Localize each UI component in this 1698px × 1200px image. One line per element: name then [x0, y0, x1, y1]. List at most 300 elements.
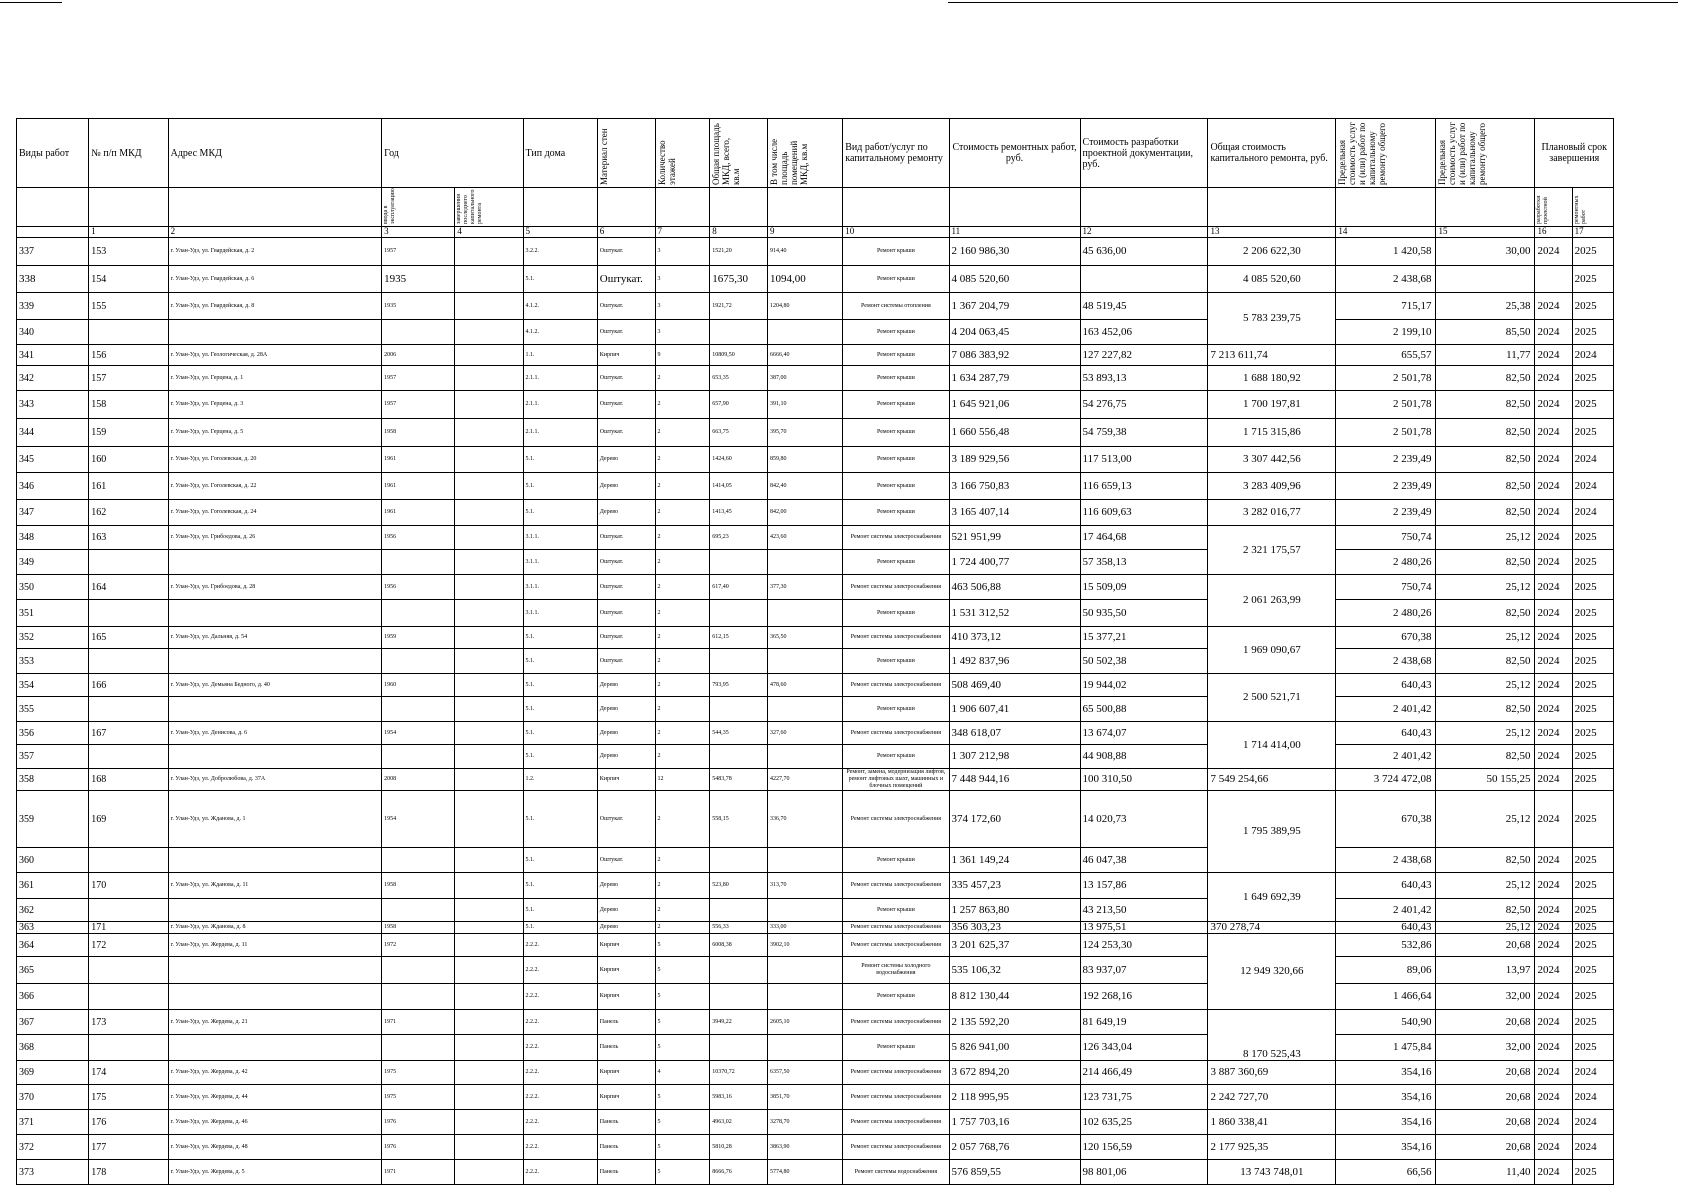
incl-area: 478,60 — [767, 674, 842, 697]
house-type: 5.1. — [523, 848, 597, 873]
repair-cost: 1 634 287,79 — [949, 366, 1080, 391]
row-number: 341 — [17, 345, 89, 366]
limit-cost-2: 20,68 — [1436, 1061, 1535, 1085]
work-type: Ремонт крыши — [843, 366, 949, 391]
header-total-cost: Общая стоимость капитального ремонта, руб. — [1208, 119, 1336, 188]
floors: 12 — [655, 769, 710, 791]
address: г. Улан-Удэ, ул. Гоголевская, д. 24 — [168, 500, 382, 526]
house-type: 1.2. — [523, 769, 597, 791]
design-cost: 65 500,88 — [1080, 697, 1208, 722]
total-area: 1424,60 — [710, 447, 768, 473]
planned-works-year: 2025 — [1572, 674, 1613, 697]
planned-works-year: 2024 — [1572, 1085, 1613, 1110]
year-commissioned: 1935 — [382, 266, 455, 293]
incl-area — [767, 550, 842, 575]
floors: 3 — [655, 266, 710, 293]
table-row — [17, 238, 1614, 266]
wall-material: Оштукат. — [597, 238, 655, 266]
planned-works-year: 2025 — [1572, 791, 1613, 848]
total-area: 10370,72 — [710, 1061, 768, 1085]
house-type: 2.1.1. — [523, 366, 597, 391]
floors: 3 — [655, 293, 710, 320]
planned-works-year: 2025 — [1572, 873, 1613, 899]
address — [168, 320, 382, 345]
work-type: Ремонт крыши — [843, 697, 949, 722]
floors: 4 — [655, 1061, 710, 1085]
repair-cost: 8 812 130,44 — [949, 984, 1080, 1010]
row-number: 358 — [17, 769, 89, 791]
row-number: 354 — [17, 674, 89, 697]
repair-cost: 1 257 863,80 — [949, 899, 1080, 922]
repair-cost: 1 757 703,16 — [949, 1110, 1080, 1135]
planned-design-year: 2024 — [1535, 447, 1572, 473]
work-type: Ремонт системы электроснабжения — [843, 722, 949, 745]
design-cost: 163 452,06 — [1080, 320, 1208, 345]
row-number: 349 — [17, 550, 89, 575]
address — [168, 848, 382, 873]
table-row — [17, 1010, 1614, 1035]
design-cost: 98 801,06 — [1080, 1160, 1208, 1185]
year-last-repair — [455, 957, 523, 984]
floors: 2 — [655, 500, 710, 526]
wall-material: Оштукат. — [597, 600, 655, 627]
total-area: 523,80 — [710, 873, 768, 899]
mkd-number: 163 — [89, 526, 168, 550]
incl-area: 423,60 — [767, 526, 842, 550]
wall-material: Оштукат. — [597, 293, 655, 320]
planned-design-year: 2024 — [1535, 1135, 1572, 1160]
limit-cost-1: 670,38 — [1336, 791, 1436, 848]
planned-design-year: 2024 — [1535, 899, 1572, 922]
incl-area — [767, 649, 842, 674]
limit-cost-1: 2 239,49 — [1336, 473, 1436, 500]
incl-area: 1094,00 — [767, 266, 842, 293]
work-type: Ремонт крыши — [843, 320, 949, 345]
row-number: 362 — [17, 899, 89, 922]
design-cost: 50 502,38 — [1080, 649, 1208, 674]
table-row — [17, 1085, 1614, 1110]
repair-cost: 4 085 520,60 — [949, 266, 1080, 293]
design-cost: 120 156,59 — [1080, 1135, 1208, 1160]
address: г. Улан-Удэ, ул. Жердева, д. 44 — [168, 1085, 382, 1110]
wall-material: Панель — [597, 1010, 655, 1035]
table-row — [17, 320, 1614, 345]
limit-cost-2: 82,50 — [1436, 600, 1535, 627]
mkd-number — [89, 320, 168, 345]
wall-material: Оштукат. — [597, 627, 655, 649]
incl-area: 3278,70 — [767, 1110, 842, 1135]
work-type: Ремонт системы электроснабжения — [843, 922, 949, 934]
house-type: 3.1.1. — [523, 600, 597, 627]
wall-material: Оштукат. — [597, 848, 655, 873]
planned-works-year: 2024 — [1572, 1135, 1613, 1160]
column-number: 8 — [710, 227, 768, 238]
house-type: 5.1. — [523, 500, 597, 526]
total-area: 657,90 — [710, 391, 768, 419]
table-row — [17, 1061, 1614, 1085]
mkd-number: 178 — [89, 1160, 168, 1185]
work-type: Ремонт системы электроснабжения — [843, 1061, 949, 1085]
planned-works-year: 2025 — [1572, 320, 1613, 345]
floors: 2 — [655, 600, 710, 627]
year-commissioned: 1971 — [382, 1160, 455, 1185]
total-cost: 1 714 414,00 — [1208, 722, 1336, 769]
repair-cost: 2 057 768,76 — [949, 1135, 1080, 1160]
year-commissioned — [382, 649, 455, 674]
wall-material: Дерево — [597, 674, 655, 697]
limit-cost-2: 82,50 — [1436, 419, 1535, 447]
design-cost: 50 935,50 — [1080, 600, 1208, 627]
work-type: Ремонт крыши — [843, 419, 949, 447]
total-cost: 3 282 016,77 — [1208, 500, 1336, 526]
house-type: 5.1. — [523, 473, 597, 500]
work-type: Ремонт крыши — [843, 848, 949, 873]
repair-cost: 3 166 750,83 — [949, 473, 1080, 500]
floors: 2 — [655, 391, 710, 419]
incl-area — [767, 899, 842, 922]
design-cost: 45 636,00 — [1080, 238, 1208, 266]
row-number: 344 — [17, 419, 89, 447]
wall-material: Панель — [597, 1110, 655, 1135]
mkd-number: 170 — [89, 873, 168, 899]
incl-area — [767, 745, 842, 769]
year-last-repair — [455, 447, 523, 473]
limit-cost-2: 82,50 — [1436, 745, 1535, 769]
planned-works-year: 2025 — [1572, 649, 1613, 674]
floors: 2 — [655, 550, 710, 575]
house-type: 3.1.1. — [523, 550, 597, 575]
limit-cost-1: 2 199,10 — [1336, 320, 1436, 345]
header-limit1: Предельная стоимость услуг и (или) работ по капитальному ремонту общего — [1336, 119, 1436, 188]
year-last-repair — [455, 550, 523, 575]
planned-works-year: 2025 — [1572, 293, 1613, 320]
table-row — [17, 1110, 1614, 1135]
house-type: 4.1.2. — [523, 293, 597, 320]
work-type: Ремонт крыши — [843, 391, 949, 419]
incl-area: 6357,50 — [767, 1061, 842, 1085]
repair-cost: 1 367 204,79 — [949, 293, 1080, 320]
mkd-number: 160 — [89, 447, 168, 473]
address: г. Улан-Удэ, ул. Демьяна Бедного, д. 40 — [168, 674, 382, 697]
planned-works-year: 2025 — [1572, 627, 1613, 649]
incl-area: 842,00 — [767, 500, 842, 526]
year-commissioned: 1958 — [382, 922, 455, 934]
address: г. Улан-Удэ, ул. Жердева, д. 46 — [168, 1110, 382, 1135]
year-commissioned — [382, 899, 455, 922]
wall-material: Панель — [597, 1160, 655, 1185]
year-last-repair — [455, 745, 523, 769]
limit-cost-2: 82,50 — [1436, 500, 1535, 526]
design-cost: 57 358,13 — [1080, 550, 1208, 575]
limit-cost-1: 354,16 — [1336, 1085, 1436, 1110]
mkd-number: 173 — [89, 1010, 168, 1035]
year-last-repair — [455, 1061, 523, 1085]
wall-material: Панель — [597, 1035, 655, 1061]
repair-cost: 1 531 312,52 — [949, 600, 1080, 627]
incl-area: 4227,70 — [767, 769, 842, 791]
total-area — [710, 697, 768, 722]
planned-design-year: 2024 — [1535, 575, 1572, 600]
mkd-number: 162 — [89, 500, 168, 526]
planned-design-year: 2024 — [1535, 345, 1572, 366]
year-last-repair — [455, 526, 523, 550]
work-type: Ремонт крыши — [843, 345, 949, 366]
row-number: 338 — [17, 266, 89, 293]
work-type: Ремонт, замена, модернизация лифтов, ремонт лифтовых шахт, машинных и блочных помещений — [843, 769, 949, 791]
limit-cost-2: 25,12 — [1436, 627, 1535, 649]
total-cost: 2 242 727,70 — [1208, 1085, 1336, 1110]
limit-cost-1: 2 480,26 — [1336, 550, 1436, 575]
planned-design-year: 2024 — [1535, 600, 1572, 627]
mkd-number — [89, 984, 168, 1010]
header-planned: Плановый срок завершения — [1535, 119, 1614, 188]
total-cost: 12 949 320,66 — [1208, 934, 1336, 1010]
house-type: 2.2.2. — [523, 1061, 597, 1085]
mkd-number: 164 — [89, 575, 168, 600]
mkd-number: 156 — [89, 345, 168, 366]
work-type: Ремонт системы отопления — [843, 293, 949, 320]
year-commissioned: 1961 — [382, 447, 455, 473]
total-area — [710, 600, 768, 627]
year-commissioned: 2006 — [382, 345, 455, 366]
floors: 5 — [655, 1110, 710, 1135]
design-cost — [1080, 266, 1208, 293]
work-type: Ремонт крыши — [843, 266, 949, 293]
address: г. Улан-Удэ, ул. Гвардейская, д. 2 — [168, 238, 382, 266]
mkd-number: 176 — [89, 1110, 168, 1135]
incl-area — [767, 697, 842, 722]
wall-material: Оштукат. — [597, 266, 655, 293]
limit-cost-1: 354,16 — [1336, 1110, 1436, 1135]
mkd-number: 169 — [89, 791, 168, 848]
column-number: 1 — [89, 227, 168, 238]
address: г. Улан-Удэ, ул. Герцена, д. 3 — [168, 391, 382, 419]
limit-cost-1: 655,57 — [1336, 345, 1436, 366]
mkd-number — [89, 848, 168, 873]
wall-material: Оштукат. — [597, 649, 655, 674]
year-last-repair — [455, 500, 523, 526]
total-area: 5810,28 — [710, 1135, 768, 1160]
table-row — [17, 899, 1614, 922]
incl-area: 3851,70 — [767, 1085, 842, 1110]
address: г. Улан-Удэ, ул. Жердева, д. 5 — [168, 1160, 382, 1185]
limit-cost-2 — [1436, 266, 1535, 293]
limit-cost-1: 2 239,49 — [1336, 500, 1436, 526]
year-commissioned: 1958 — [382, 419, 455, 447]
incl-area: 842,40 — [767, 473, 842, 500]
design-cost: 44 908,88 — [1080, 745, 1208, 769]
year-last-repair — [455, 320, 523, 345]
wall-material: Панель — [597, 1135, 655, 1160]
table-row — [17, 791, 1614, 848]
work-type: Ремонт системы электроснабжения — [843, 791, 949, 848]
total-cost: 8 170 525,43 — [1208, 1010, 1336, 1061]
design-cost: 81 649,19 — [1080, 1010, 1208, 1035]
incl-area: 914,40 — [767, 238, 842, 266]
header-address: Адрес МКД — [168, 119, 382, 188]
address: г. Улан-Удэ, ул. Жердева, д. 42 — [168, 1061, 382, 1085]
house-type: 2.1.1. — [523, 391, 597, 419]
planned-design-year: 2024 — [1535, 293, 1572, 320]
address: г. Улан-Удэ, ул. Дальняя, д. 54 — [168, 627, 382, 649]
year-last-repair — [455, 391, 523, 419]
limit-cost-2: 11,40 — [1436, 1160, 1535, 1185]
limit-cost-2: 50 155,25 — [1436, 769, 1535, 791]
repair-cost: 1 906 607,41 — [949, 697, 1080, 722]
year-last-repair — [455, 769, 523, 791]
total-cost: 7 213 611,74 — [1208, 345, 1336, 366]
limit-cost-2: 32,00 — [1436, 984, 1535, 1010]
table-row — [17, 957, 1614, 984]
wall-material: Дерево — [597, 473, 655, 500]
planned-works-year: 2025 — [1572, 922, 1613, 934]
header-planned-design: разработки проектной — [1535, 188, 1572, 227]
planned-design-year: 2024 — [1535, 649, 1572, 674]
row-number: 342 — [17, 366, 89, 391]
mkd-number: 167 — [89, 722, 168, 745]
limit-cost-2: 82,50 — [1436, 473, 1535, 500]
row-number: 353 — [17, 649, 89, 674]
year-last-repair — [455, 1010, 523, 1035]
planned-works-year: 2025 — [1572, 238, 1613, 266]
planned-design-year: 2024 — [1535, 1010, 1572, 1035]
row-number: 360 — [17, 848, 89, 873]
table-row — [17, 848, 1614, 873]
table-row — [17, 1035, 1614, 1061]
wall-material: Кирпич — [597, 934, 655, 957]
planned-works-year: 2025 — [1572, 934, 1613, 957]
house-type: 5.1. — [523, 922, 597, 934]
year-commissioned: 1975 — [382, 1085, 455, 1110]
planned-design-year: 2024 — [1535, 957, 1572, 984]
mkd-number: 172 — [89, 934, 168, 957]
table-row — [17, 649, 1614, 674]
repair-cost: 7 086 383,92 — [949, 345, 1080, 366]
year-commissioned: 1957 — [382, 366, 455, 391]
year-commissioned: 1954 — [382, 791, 455, 848]
house-type: 3.1.1. — [523, 526, 597, 550]
limit-cost-1: 354,16 — [1336, 1061, 1436, 1085]
limit-cost-1: 354,16 — [1336, 1135, 1436, 1160]
limit-cost-1: 1 466,64 — [1336, 984, 1436, 1010]
design-cost: 13 674,07 — [1080, 722, 1208, 745]
address: г. Улан-Удэ, ул. Герцена, д. 1 — [168, 366, 382, 391]
year-last-repair — [455, 922, 523, 934]
wall-material: Дерево — [597, 745, 655, 769]
repair-cost: 1 307 212,98 — [949, 745, 1080, 769]
mkd-number — [89, 745, 168, 769]
address: г. Улан-Удэ, ул. Жданова, д. 8 — [168, 922, 382, 934]
header-house-type: Тип дома — [523, 119, 597, 188]
mkd-number — [89, 600, 168, 627]
house-type: 3.2.2. — [523, 238, 597, 266]
row-number: 343 — [17, 391, 89, 419]
limit-cost-1: 715,17 — [1336, 293, 1436, 320]
limit-cost-2: 25,12 — [1436, 575, 1535, 600]
column-number: 6 — [597, 227, 655, 238]
row-number: 373 — [17, 1160, 89, 1185]
total-cost: 1 795 389,95 — [1208, 791, 1336, 873]
house-type: 2.2.2. — [523, 1010, 597, 1035]
planned-design-year: 2024 — [1535, 697, 1572, 722]
year-commissioned: 1972 — [382, 934, 455, 957]
planned-design-year: 2024 — [1535, 848, 1572, 873]
planned-design-year: 2024 — [1535, 922, 1572, 934]
header-year: Год — [382, 119, 523, 188]
incl-area: 387,00 — [767, 366, 842, 391]
total-area: 695,23 — [710, 526, 768, 550]
limit-cost-1: 1 420,58 — [1336, 238, 1436, 266]
repair-cost: 508 469,40 — [949, 674, 1080, 697]
work-type: Ремонт крыши — [843, 600, 949, 627]
house-type: 5.1. — [523, 722, 597, 745]
total-cost: 5 783 239,75 — [1208, 293, 1336, 345]
house-type: 5.1. — [523, 791, 597, 848]
total-area: 1921,72 — [710, 293, 768, 320]
planned-design-year: 2024 — [1535, 627, 1572, 649]
limit-cost-2: 25,12 — [1436, 922, 1535, 934]
limit-cost-2: 82,50 — [1436, 550, 1535, 575]
table-row — [17, 984, 1614, 1010]
table-row — [17, 934, 1614, 957]
mkd-number: 174 — [89, 1061, 168, 1085]
row-number: 371 — [17, 1110, 89, 1135]
planned-design-year: 2024 — [1535, 722, 1572, 745]
total-cost: 3 887 360,69 — [1208, 1061, 1336, 1085]
floors: 2 — [655, 627, 710, 649]
limit-cost-2: 20,68 — [1436, 1135, 1535, 1160]
limit-cost-1: 89,06 — [1336, 957, 1436, 984]
wall-material: Кирпич — [597, 769, 655, 791]
total-area: 793,95 — [710, 674, 768, 697]
house-type: 5.1. — [523, 745, 597, 769]
design-cost: 48 519,45 — [1080, 293, 1208, 320]
repair-cost: 2 135 592,20 — [949, 1010, 1080, 1035]
design-cost: 54 759,38 — [1080, 419, 1208, 447]
total-area: 4963,02 — [710, 1110, 768, 1135]
year-commissioned: 1971 — [382, 1010, 455, 1035]
row-number: 350 — [17, 575, 89, 600]
total-area: 6008,38 — [710, 934, 768, 957]
repair-cost: 410 373,12 — [949, 627, 1080, 649]
total-cost: 2 206 622,30 — [1208, 238, 1336, 266]
floors: 2 — [655, 649, 710, 674]
wall-material: Оштукат. — [597, 526, 655, 550]
planned-design-year: 2024 — [1535, 366, 1572, 391]
column-number: 12 — [1080, 227, 1208, 238]
year-last-repair — [455, 848, 523, 873]
table-row — [17, 627, 1614, 649]
planned-works-year: 2025 — [1572, 419, 1613, 447]
year-last-repair — [455, 575, 523, 600]
limit-cost-1: 66,56 — [1336, 1160, 1436, 1185]
top-rule-left — [0, 2, 62, 3]
header-types: Виды работ — [17, 119, 89, 188]
design-cost: 54 276,75 — [1080, 391, 1208, 419]
header-incl-area: В том числе площадь помещений МКД, кв.м — [767, 119, 842, 188]
work-type: Ремонт крыши — [843, 899, 949, 922]
repair-cost: 1 645 921,06 — [949, 391, 1080, 419]
mkd-number: 161 — [89, 473, 168, 500]
wall-material: Оштукат. — [597, 391, 655, 419]
repair-schedule-table — [16, 118, 1614, 1185]
design-cost: 14 020,73 — [1080, 791, 1208, 848]
column-number: 17 — [1572, 227, 1613, 238]
row-number: 355 — [17, 697, 89, 722]
floors: 2 — [655, 473, 710, 500]
year-last-repair — [455, 627, 523, 649]
total-cost: 3 307 442,56 — [1208, 447, 1336, 473]
